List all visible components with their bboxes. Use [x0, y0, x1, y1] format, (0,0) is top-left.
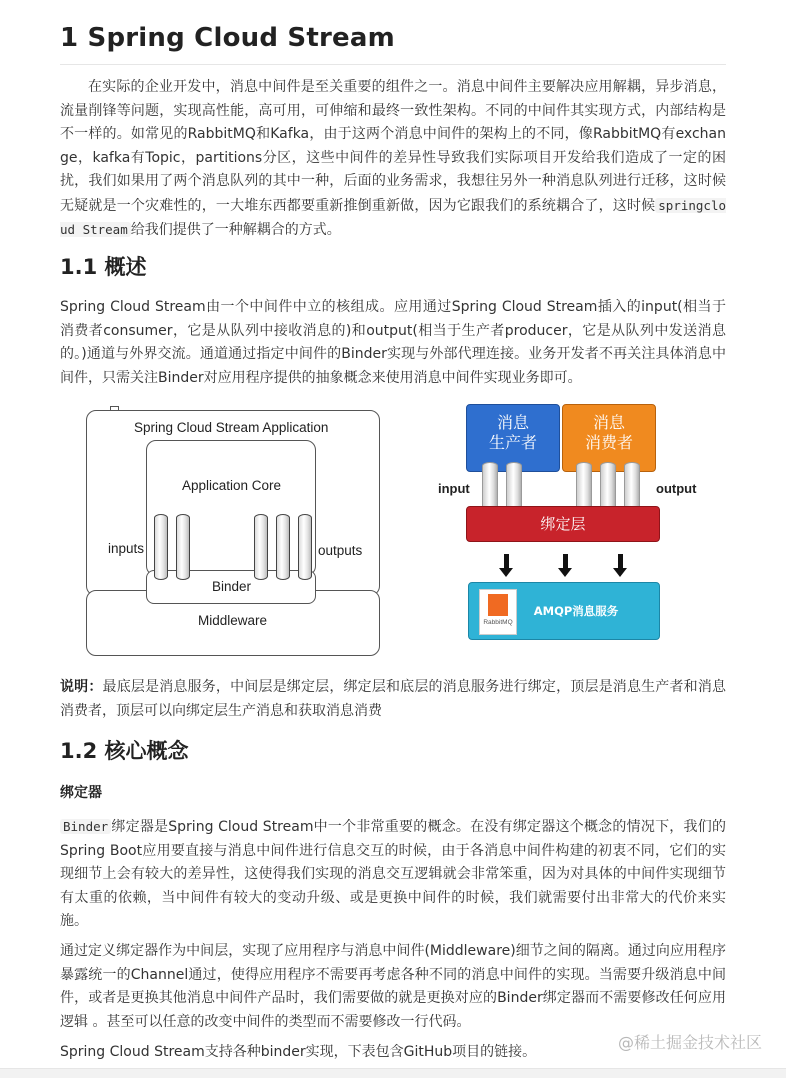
binding-layer-box	[466, 506, 660, 542]
input-channel-icon	[176, 514, 190, 580]
rabbitmq-icon	[488, 594, 508, 616]
consumer-label-2: 消费者	[584, 433, 633, 452]
middleware-label: Middleware	[198, 613, 268, 628]
intro-text-1: 在实际的企业开发中，消息中间件是至关重要的组件之一。消息中间件主要解决应用解耦，异步消息，流量削锋等问题，实现高性能，高可用，可伸缩和最终一致性架构。不同的中间件其实现方式，内部结构是不一样的。如常见的RabbitMQ和Kafka，由于这两个消息中间件的架构上的不同，像RabbitMQ有exchange，kafka有Topic，partitions分区，这些中间件的差异性导致我们实际项目开发给我们造成了一定的困扰，我们如果用了两个消息队列的其中一种，后面的业务需求，我想往另外一种消息队列进行迁移，这时候无疑就是一个灾难性的，一大堆东西都要重新推倒重新做，因为它跟我们的系统耦合了，这时候	[60, 79, 726, 214]
binder-paragraph-2: 通过定义绑定器作为中间层，实现了应用程序与消息中间件(Middleware)细节之间的隔离。通过向应用程序暴露统一的Channel通过，使得应用程序不需要再考虑各种不同的消息中间件的实现。当需要升级消息中间件，或者是更换其他消息中间件产品时，我们需要做的就是更换对应的Binder绑定器而不需要修改任何应用逻辑 。甚至可以任意的改变中间件的类型而不需要修改一行代码。	[60, 943, 726, 1030]
application-title: Spring Cloud Stream Application	[134, 420, 329, 435]
rabbitmq-logo-text: RabbitMQ	[483, 619, 513, 626]
note-paragraph	[60, 676, 726, 723]
output-channel-icon	[298, 514, 312, 580]
application-core-label: Application Core	[182, 478, 282, 493]
binder-paragraph-1	[60, 815, 726, 934]
binder-label: Binder	[212, 579, 252, 594]
binder-text-1: 绑定器是Spring Cloud Stream中一个非常重要的概念。在没有绑定器这个概念的情况下，我们的Spring Boot应用要直接与消息中间件进行信息交互的时候，由于各消息中间件构建的初衷不同，它们的实现细节上会有较大的差异性，这使得我们实现的消息交互逻辑就会非常笨重，因为对具体的中间件实现细节有太重的依赖，当中间件有较大的变动升级、或是更换中间件的时候，我们就需要付出非常大的代价来实施。	[60, 819, 726, 929]
inputs-label: inputs	[108, 541, 145, 556]
consumer-label-1: 消息	[592, 413, 625, 432]
note-text: 最底层是消息服务，中间层是绑定层，绑定层和底层的消息服务进行绑定，顶层是消息生产者和消息消费者，顶层可以向绑定层生产消息和获取消息消费	[60, 679, 727, 719]
output-channel-icon	[276, 514, 290, 580]
output-label: output	[656, 481, 697, 496]
message-service-box	[468, 582, 660, 640]
application-core-box	[146, 440, 316, 576]
rabbitmq-logo	[479, 589, 517, 635]
binding-layer-diagram	[438, 402, 728, 642]
outputs-label: outputs	[318, 543, 363, 558]
watermark: @稀土掘金技术社区	[617, 1033, 762, 1052]
input-channel-icon	[154, 514, 168, 580]
page-title: 1 Spring Cloud Stream	[60, 20, 726, 65]
architecture-diagram	[86, 404, 382, 656]
binder-paragraph-3: Spring Cloud Stream支持各种binder实现，下表包含GitHub项目的链接。	[60, 1044, 537, 1060]
inline-code: springcloud Stream	[60, 197, 726, 237]
producer-label-2: 生产者	[488, 433, 537, 452]
section-heading-overview: 1.1 概述	[60, 255, 147, 279]
output-channel-icon	[254, 514, 268, 580]
intro-text-2: 给我们提供了一种解耦合的方式。	[130, 222, 341, 238]
binding-layer-label: 绑定层	[540, 515, 586, 533]
inline-code-binder: Binder	[60, 819, 111, 834]
overview-paragraph: Spring Cloud Stream由一个中间件中立的核组成。应用通过Spring Cloud Stream插入的input(相当于消费者consumer，它是从队列中接收消息的)和output(相当于生产者producer，它是从队列中发送消息的。)通道与外界交流。通道通过指定中间件的Binder实现与外部代理连接。业务开发者不再关注具体消息中间件，只需关注Binder对应用程序提供的抽象概念来使用消息中间件实现业务即可。	[60, 299, 726, 386]
note-label: 说明：	[60, 679, 103, 695]
intro-paragraph	[60, 76, 726, 243]
subheading-binder: 绑定器	[60, 785, 102, 801]
producer-label-1: 消息	[496, 413, 529, 432]
input-label: input	[438, 481, 470, 496]
section-heading-core: 1.2 核心概念	[60, 739, 189, 763]
message-service-label: AMQP消息服务	[533, 604, 619, 618]
